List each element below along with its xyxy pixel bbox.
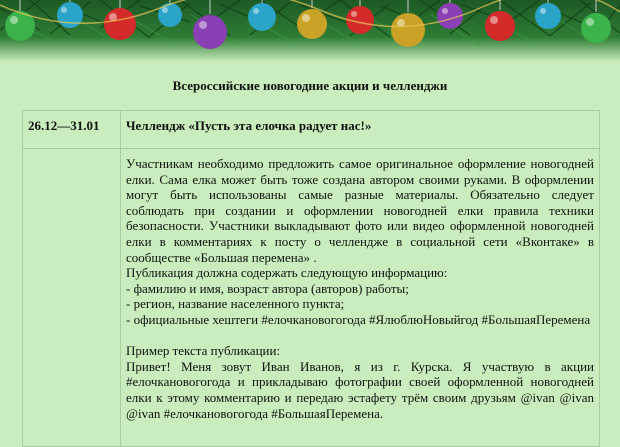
example-text: Привет! Меня зовут Иван Иванов, я из г. Курска. Я участвую в акции #елочкановогогода и прикладываю фотографии своей оформленной новогодней елки к этому комментарию и передаю эстафету трём своим друзьям @ivan @ivan @ivan #елочкановогогода #БольшаяПеремена.	[126, 358, 594, 421]
document-title: Всероссийские новогодние акции и челленджи	[172, 78, 448, 93]
table-header-row	[23, 111, 600, 149]
challenge-title: Челлендж «Пусть эта елочка радует нас!»	[121, 111, 600, 149]
challenge-table	[22, 110, 600, 447]
challenge-description	[121, 149, 600, 447]
requirement-item: - регион, название населенного пункта;	[126, 296, 345, 312]
example-label: Пример текста публикации:	[126, 343, 281, 359]
date-range: 26.12—31.01	[23, 111, 121, 149]
description-paragraph: Участникам необходимо предложить самое оригинальное оформление новогодней елки. Сама елка может быть тоже создана автором своими руками. В оформлении могут быть использованы самые разные материалы. Обязательно следует соблюдать при создании и оформлении новогодней елки правила техники безопасности. Участники выкладывают фото или видео оформленной новогодней елки в комментариях к посту о челлендже в социальной сети «Вконтаке» в сообществе «Большая перемена» .	[126, 156, 594, 265]
table-body-row	[23, 149, 600, 447]
garland-banner	[0, 0, 620, 62]
requirement-item: - официальные хештеги #елочкановогогода #ЯлюблюНовыйгод #БольшаяПеремена	[126, 311, 591, 327]
requirement-item: - фамилию и имя, возраст автора (авторов) работы;	[126, 280, 409, 296]
publication-requirements: Публикация должна содержать следующую информацию:	[126, 265, 448, 281]
christmas-ornaments-image	[0, 0, 620, 62]
paragraph-spacer	[126, 328, 594, 344]
empty-date-cell	[23, 149, 121, 447]
